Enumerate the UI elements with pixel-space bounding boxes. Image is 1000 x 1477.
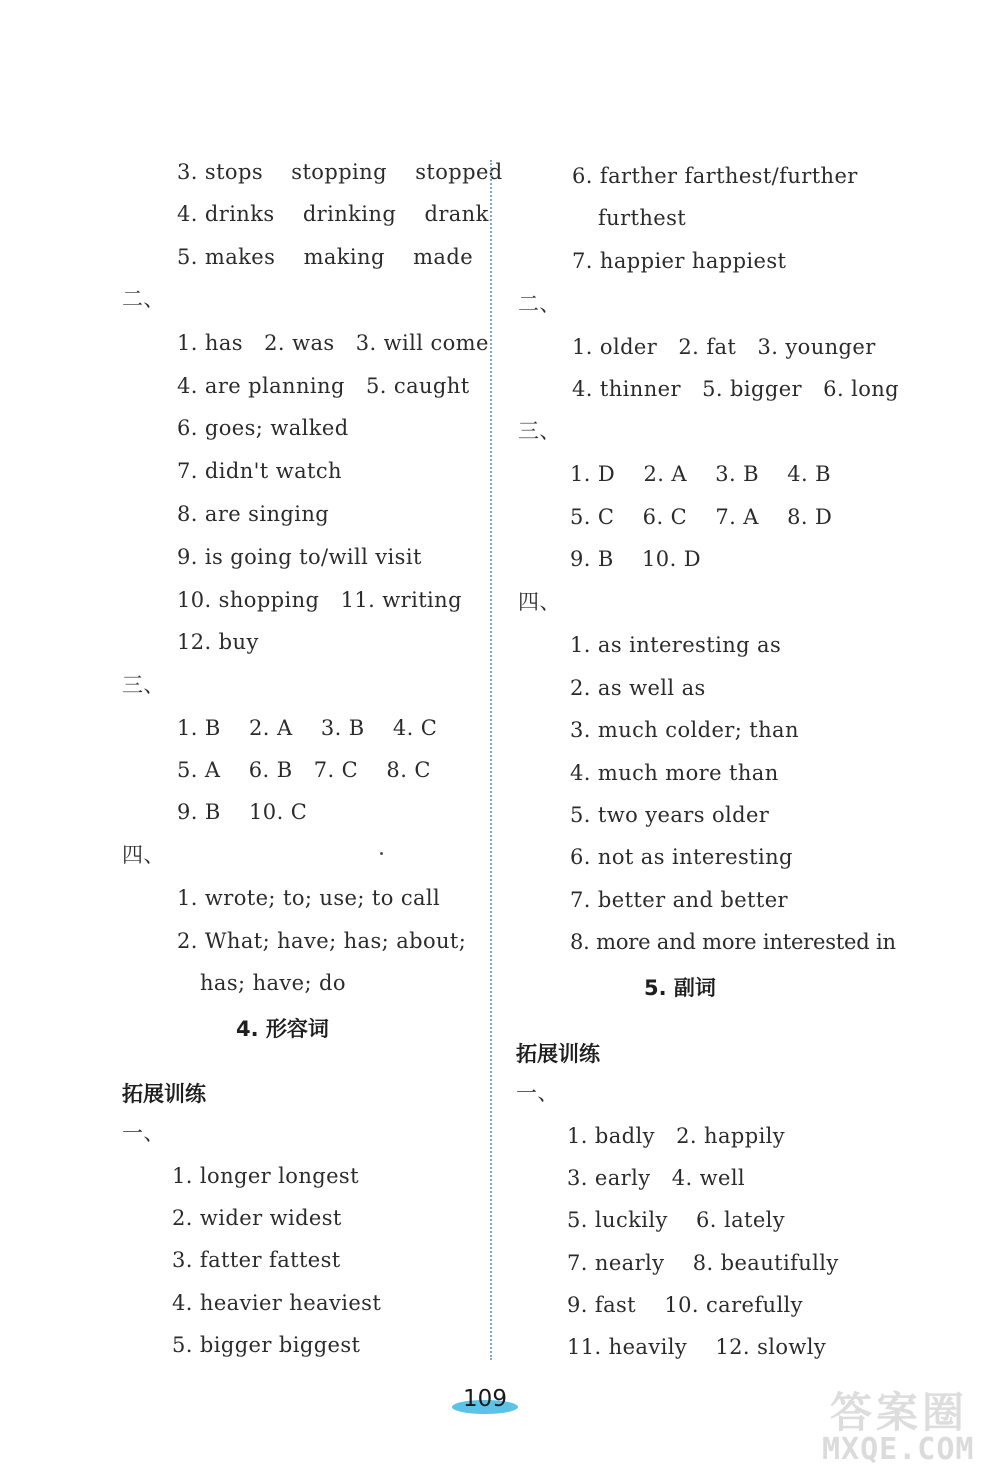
answer-line: 10. shopping 11. writing <box>177 588 462 612</box>
section-label: 二、 <box>518 292 561 316</box>
answer-line: 5. bigger biggest <box>172 1333 361 1357</box>
answer-line: 4. thinner 5. bigger 6. long <box>572 377 900 401</box>
watermark-cn: 答案圈 <box>830 1388 969 1437</box>
answer-line: 3. fatter fattest <box>172 1248 341 1272</box>
answer-line: 1. longer longest <box>172 1164 359 1188</box>
answer-line: 4. much more than <box>570 761 779 785</box>
answer-line: 3. much colder; than <box>570 718 799 742</box>
answer-line: 11. heavily 12. slowly <box>567 1335 827 1359</box>
answer-line: furthest <box>598 206 687 230</box>
answer-line: 3. stops stopping stopped <box>177 160 503 184</box>
answer-line: 1. B 2. A 3. B 4. C <box>177 716 438 740</box>
answer-line: 4. drinks drinking drank <box>177 202 489 226</box>
answer-line: 4. are planning 5. caught <box>177 374 470 398</box>
page-number-text: 109 <box>463 1386 507 1412</box>
answer-line: 5. luckily 6. lately <box>567 1208 786 1232</box>
answer-line: 9. is going to/will visit <box>177 545 422 569</box>
chapter-heading: 4. 形容词 <box>236 1017 329 1041</box>
answer-line: 1. has 2. was 3. will come <box>177 331 489 355</box>
answer-line: 1. older 2. fat 3. younger <box>572 335 876 359</box>
answer-line: 2. wider widest <box>172 1206 342 1230</box>
answer-line: 1. D 2. A 3. B 4. B <box>570 462 832 486</box>
watermark-url: MXQE.COM <box>822 1432 975 1467</box>
answer-line: 9. fast 10. carefully <box>567 1293 803 1317</box>
answer-line: 4. heavier heaviest <box>172 1291 382 1315</box>
answer-line: 7. happier happiest <box>572 249 787 273</box>
answer-line: 1. badly 2. happily <box>567 1124 786 1148</box>
answer-line: 2. as well as <box>570 676 706 700</box>
section-label: 三、 <box>518 419 561 443</box>
answer-line: 8. more and more interested in <box>570 930 896 954</box>
answer-line: has; have; do <box>200 971 346 995</box>
answer-line: 9. B 10. C <box>177 800 308 824</box>
answer-line: 2. What; have; has; about; <box>177 929 467 953</box>
answer-line: 1. wrote; to; use; to call <box>177 886 441 910</box>
answer-line: 3. early 4. well <box>567 1166 746 1190</box>
answer-line: 5. two years older <box>570 803 770 827</box>
answer-line: 6. goes; walked <box>177 416 349 440</box>
answer-line: 5. C 6. C 7. A 8. D <box>570 505 833 529</box>
answer-line: 6. not as interesting <box>570 845 793 869</box>
answer-line: 9. B 10. D <box>570 547 701 571</box>
section-label: 四、 <box>122 843 165 867</box>
exercise-heading: 拓展训练 <box>516 1042 600 1066</box>
section-label: 三、 <box>122 673 165 697</box>
answer-line: 12. buy <box>177 630 259 654</box>
watermark-logo <box>800 1380 995 1475</box>
section-label: 一、 <box>516 1081 559 1105</box>
exercise-heading: 拓展训练 <box>122 1082 206 1106</box>
section-label: 四、 <box>518 590 561 614</box>
answer-line: 1. as interesting as <box>570 633 782 657</box>
page-number <box>450 1386 520 1412</box>
section-label: 二、 <box>122 287 165 311</box>
answer-line: 5. makes making made <box>177 245 474 269</box>
stray-mark <box>380 852 383 855</box>
answer-line: 7. better and better <box>570 888 788 912</box>
answer-line: 6. farther farthest/further <box>572 164 858 188</box>
section-label: 一、 <box>122 1121 165 1145</box>
column-divider <box>490 160 492 1360</box>
answer-line: 5. A 6. B 7. C 8. C <box>177 758 431 782</box>
chapter-heading: 5. 副词 <box>644 976 716 1000</box>
answer-line: 7. nearly 8. beautifully <box>567 1251 839 1275</box>
answer-line: 8. are singing <box>177 502 330 526</box>
answer-line: 7. didn't watch <box>177 459 342 483</box>
